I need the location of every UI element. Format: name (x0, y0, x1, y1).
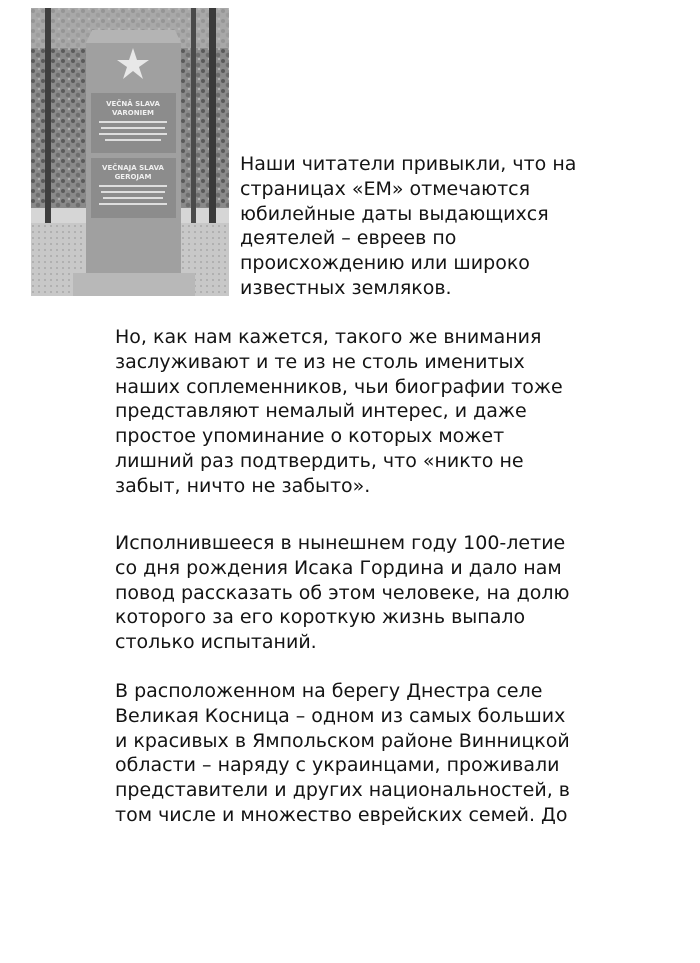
paragraph-attention: Но, как нам кажется, такого же внимания заслуживают и те из не столь именитых наших соплеменников, чьи биографии тоже представляют немалый интерес, и даже простое упоминание о которых может лишний раз подтвердить, что «никто не забыт, ничто не забыто». (115, 326, 563, 497)
svg-text:GEROJAM: GEROJAM (114, 173, 152, 181)
svg-text:VEČNAJA SLAVA: VEČNAJA SLAVA (102, 164, 164, 172)
svg-text:VARONIEM: VARONIEM (112, 109, 154, 117)
paragraph-village: В расположенном на берегу Днестра селе Великая Косница – одном из самых больших и красивых в Ямпольском районе Винницкой области – наряду с украинцами, проживали представители и других национальностей, в том числе и множество еврейских семей. До (115, 680, 570, 826)
paragraph-intro: Наши читатели привыкли, что на страницах «ЕМ» отмечаются юбилейные даты выдающихся деятелей – евреев по происхождению или широко известных земляков. (240, 153, 577, 299)
paragraph-anniversary: Исполнившееся в нынешнем году 100-летие со дня рождения Исака Гордина и дало нам повод рассказать об этом человеке, на долю которого за его короткую жизнь выпало столько испытаний. (115, 532, 570, 654)
monument-photo (31, 8, 229, 296)
svg-text:VEČNĀ SLAVA: VEČNĀ SLAVA (106, 100, 160, 108)
